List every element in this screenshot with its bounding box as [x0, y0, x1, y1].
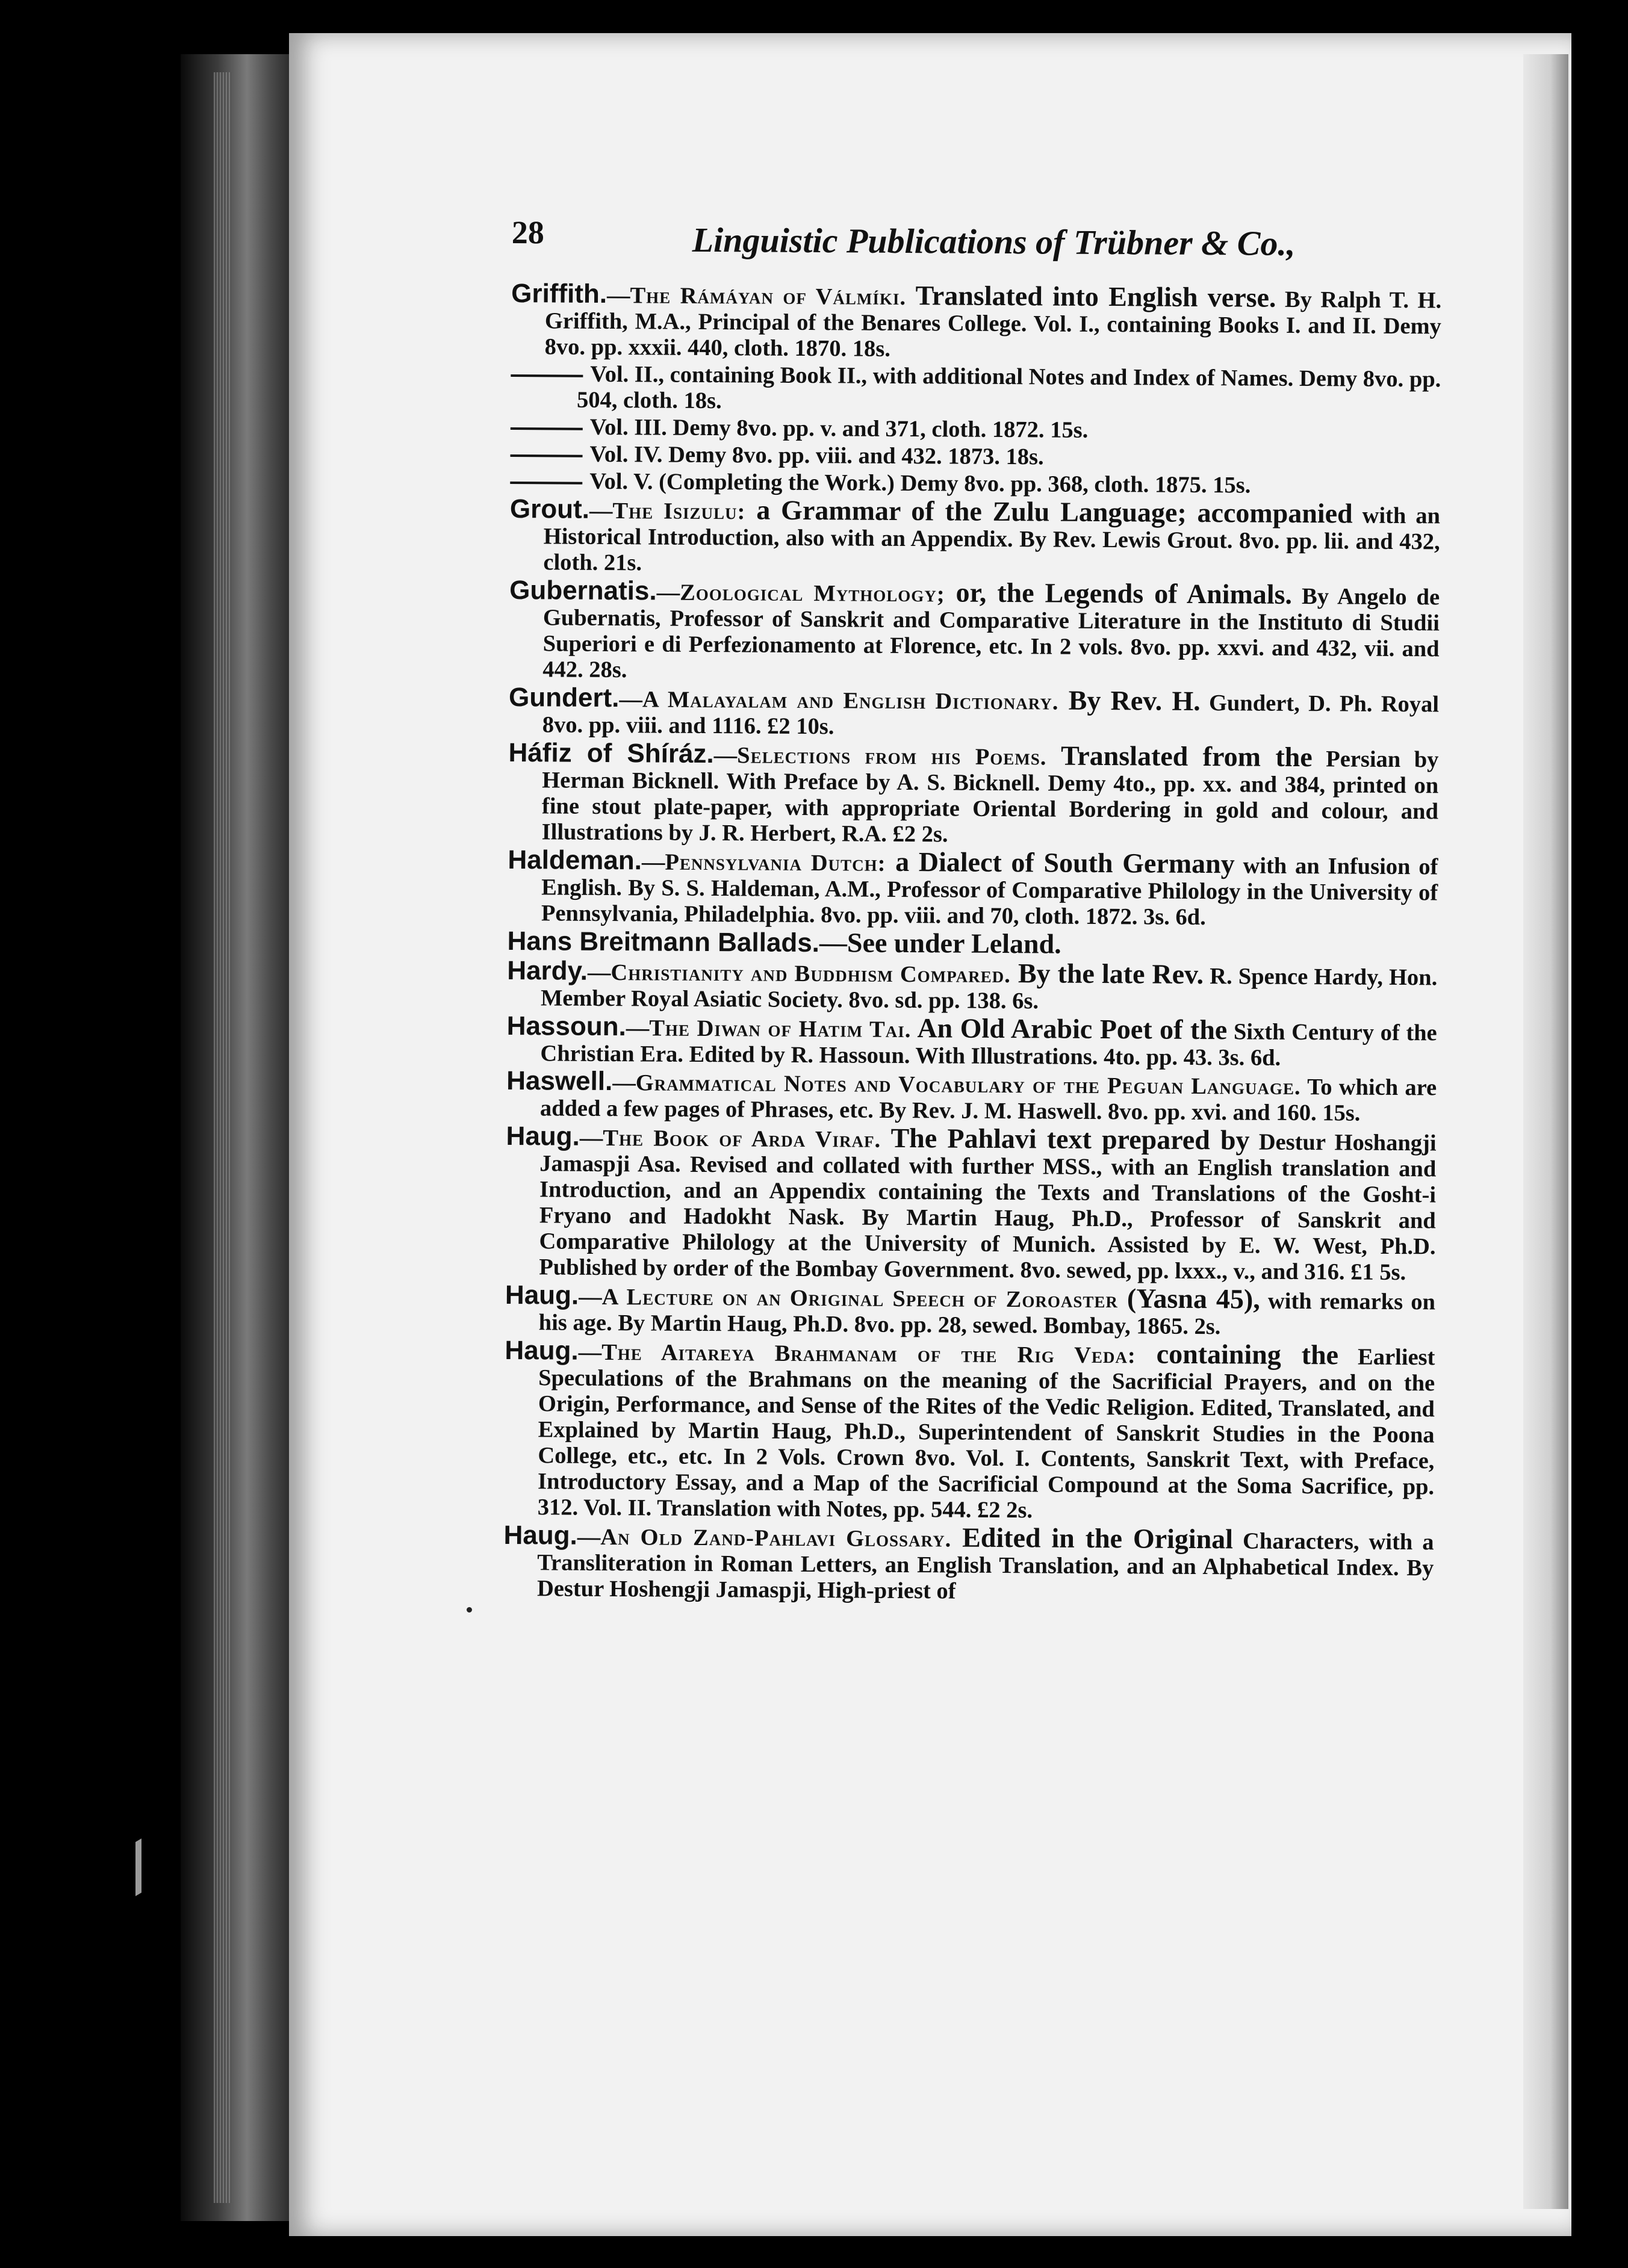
catalogue-subentry [510, 468, 1440, 500]
page-number: 28 [511, 214, 544, 251]
entry-dash: — [577, 1524, 601, 1550]
entry-details: Destur Hoshangji Jamaspji Asa. Revised and collated with further MSS., with an English translation and Introduction, and an Appendix containing the Texts and Translations of the Gosht-i Fryano and Hadokht Nask. By Martin Haug, Ph.D., Professor of Sanskrit and Comparative Philology at the University of Munich. Assisted by E. W. West, Ph.D. Published by order of the Bombay Government. 8vo. sewed, pp. lxxx., v., and 316. £1 5s. [539, 1129, 1437, 1286]
entry-dash: — [579, 1125, 603, 1151]
page-crease-mark [135, 1818, 178, 1896]
entry-details: Earliest Speculations of the Brahmans on the meaning of the Sacrificial Prayers, and on the Origin, Performance, and Sense of the Rites of the Vedic Religion. Edited, Translated, and Explained by Martin Haug, Ph.D., Superintendent of Sanskrit Studies in the Poona College, etc., etc. In 2 Vols. Crown 8vo. Vol. I. Contents, Sanskrit Text, with Preface, Introductory Essay, and a Map of the Sacrificial Compound at the Soma Sacrifice, pp. 312. Vol. II. Translation with Notes, pp. 544. £2 2s. [537, 1344, 1435, 1523]
catalogue-entry [504, 1337, 1435, 1526]
entry-title: Pennsylvania Dutch: [665, 849, 886, 876]
entry-dash: — [587, 959, 611, 986]
ink-dot [467, 1607, 472, 1613]
entry-lead: By the late Rev. [1010, 958, 1204, 990]
subentry-text: Vol. II., containing Book II., with additional Notes and Index of Names. Demy 8vo. pp. 504, cloth. 18s. [576, 361, 1441, 414]
entry-title: The Book of Arda Viraf. [603, 1125, 881, 1153]
entry-lead: a Grammar of the Zulu Language; accompanied [745, 494, 1353, 529]
entry-dash: — [578, 1339, 602, 1365]
entry-lead: Translated from the [1046, 740, 1313, 773]
catalogue-entry [507, 957, 1438, 1017]
entry-dash: — [612, 1070, 636, 1096]
catalogue-entry [503, 1522, 1434, 1607]
catalogue-entry [506, 1065, 1437, 1127]
catalogue-entries [503, 280, 1441, 1607]
catalogue-subentry [510, 441, 1440, 472]
subentry-text: Vol. IV. Demy 8vo. pp. viii. and 432. 1873. 18s. [589, 441, 1044, 470]
page-header [511, 214, 1442, 285]
entry-author: Gundert. [508, 682, 620, 713]
entry-lead: —See under Leland. [819, 927, 1061, 959]
entry-title: Grammatical Notes and Vocabulary of the Peguan Language. [635, 1070, 1301, 1100]
entry-lead: or, the Legends of Animals. [945, 577, 1293, 610]
entry-author: Haug. [506, 1121, 580, 1151]
entry-author: Grout. [509, 494, 590, 524]
entry-details: By Angelo de Gubernatis, Professor of Sanskrit and Comparative Literature in the Instituto di Studii Superiori e di Perfezionamento at Florence, etc. In 2 vols. 8vo. pp. xxvi. and 432, vii. and 442. 28s. [542, 583, 1440, 683]
running-title: Linguistic Publications of Trübner & Co., [692, 220, 1296, 263]
ditto-rule [511, 454, 583, 457]
catalogue-entry [507, 928, 1437, 961]
entry-details: Gundert, D. Ph. Royal 8vo. pp. viii. and 1116. £2 10s. [542, 690, 1440, 740]
entry-dash: — [641, 849, 665, 875]
entry-dash: — [589, 498, 613, 524]
entry-title: The Aitareya Brahmanam of the Rig Veda: [601, 1339, 1136, 1369]
entry-dash: — [619, 687, 643, 713]
catalogue-entry [505, 1123, 1437, 1286]
entry-author: Haug. [505, 1335, 579, 1366]
entry-title: Christianity and Buddhism Compared. [610, 960, 1011, 988]
entry-details: Persian by Herman Bicknell. With Preface by A. S. Bicknell. Demy 4to., pp. xx. and 384, printed on fine stout plate-paper, with appropriate Oriental Bordering in gold and colour, and Illustrations by J. R. Herbert, R.A. £2 2s. [541, 746, 1439, 847]
entry-author: Háfiz of Shíráz. [508, 737, 714, 769]
entry-dash: — [713, 743, 738, 769]
subentry-text: Vol. III. Demy 8vo. pp. v. and 371, cloth. 1872. 15s. [589, 414, 1089, 443]
entry-details: Characters, with a Transliteration in Roman Letters, an English Translation, and an Alphabetical Index. By Destur Hoshengji Jamaspji, High-priest of [536, 1528, 1434, 1604]
entry-author: Haug. [505, 1280, 579, 1310]
entry-lead: The Pahlavi text prepared by [881, 1122, 1250, 1156]
catalogue-entry [509, 495, 1440, 581]
entry-lead: (Yasna 45), [1117, 1283, 1260, 1315]
catalogue-entry [511, 280, 1442, 365]
entry-lead: By Rev. H. [1058, 684, 1201, 717]
catalogue-entry [508, 846, 1438, 932]
entry-dash: — [606, 282, 630, 309]
entry-dash: — [656, 580, 680, 606]
entry-details: R. Spence Hardy, Hon. Member Royal Asiatic Society. 8vo. sd. pp. 138. 6s. [540, 964, 1438, 1014]
book-spine-edge [214, 72, 232, 2203]
entry-dash: — [626, 1015, 650, 1041]
entry-title: Zoological Mythology; [680, 580, 945, 607]
entry-author: Gubernatis. [509, 575, 657, 606]
entry-author: Haug. [503, 1520, 577, 1551]
entry-title: The Isizulu: [612, 498, 746, 525]
catalogue-subentry [511, 361, 1441, 418]
entry-details: By Ralph T. H. Griffith, M.A., Principal of the Benares College. Vol. I., containing Books I. and II. Demy 8vo. pp. xxxii. 440, cloth. 1870. 18s. [544, 287, 1442, 362]
page-content [503, 214, 1442, 1608]
catalogue-entry [506, 1012, 1437, 1072]
catalogue-entry [509, 684, 1440, 743]
entry-author: Haldeman. [508, 844, 642, 876]
entry-details: To which are added a few pages of Phrases, etc. By Rev. J. M. Haswell. 8vo. pp. xvi. and 160. 15s. [539, 1074, 1437, 1126]
entry-title: A Malayalam and English Dictionary. [642, 687, 1059, 715]
entry-title: The Rámáyan of Válmíki. [630, 283, 907, 311]
entry-author: Hassoun. [506, 1011, 626, 1042]
entry-author: Griffith. [511, 278, 607, 309]
ditto-rule [511, 427, 583, 430]
entry-lead: Translated into English verse. [906, 280, 1276, 313]
entry-details: with remarks on his age. By Martin Haug, Ph.D. 8vo. pp. 28, sewed. Bombay, 1865. 2s. [538, 1288, 1436, 1340]
entry-title: An Old Zand-Pahlavi Glossary. [600, 1524, 952, 1552]
subentry-text: Vol. V. (Completing the Work.) Demy 8vo. pp. 368, cloth. 1875. 15s. [589, 468, 1251, 498]
entry-lead: Edited in the Original [951, 1522, 1234, 1555]
entry-lead: containing the [1136, 1338, 1339, 1371]
entry-details: with an Infusion of English. By S. S. Haldeman, A.M., Professor of Comparative Philology in the University of Pennsylvania, Philadelphia. 8vo. pp. viii. and 70, cloth. 1872. 3s. 6d. [541, 853, 1438, 931]
entry-details: Sixth Century of the Christian Era. Edited by R. Hassoun. With Illustrations. 4to. pp. 43. 3s. 6d. [540, 1019, 1437, 1071]
entry-lead: An Old Arabic Poet of the [911, 1012, 1228, 1046]
entry-title: A Lecture on an Original Speech of Zoroaster [601, 1284, 1119, 1313]
book-binding [181, 54, 301, 2221]
ditto-rule [510, 482, 582, 485]
catalogue-entry [505, 1281, 1436, 1341]
entry-details: with an Historical Introduction, also with an Appendix. By Rev. Lewis Grout. 8vo. pp. lii. and 432, cloth. 21s. [543, 503, 1441, 576]
catalogue-entry [509, 577, 1440, 688]
page-right-edge [1523, 54, 1568, 2209]
catalogue-subentry [511, 414, 1441, 445]
entry-title: The Diwan of Hatim Tai. [649, 1015, 912, 1043]
entry-lead: a Dialect of South Germany [886, 846, 1235, 879]
entry-title: Selections from his Poems. [737, 743, 1047, 770]
catalogue-entry [508, 739, 1439, 850]
entry-author: Haswell. [506, 1065, 613, 1097]
entry-dash: — [579, 1284, 602, 1310]
entry-author: Hardy. [507, 955, 588, 986]
entry-author: Hans Breitmann Ballads. [507, 926, 820, 958]
ditto-rule [511, 374, 583, 377]
